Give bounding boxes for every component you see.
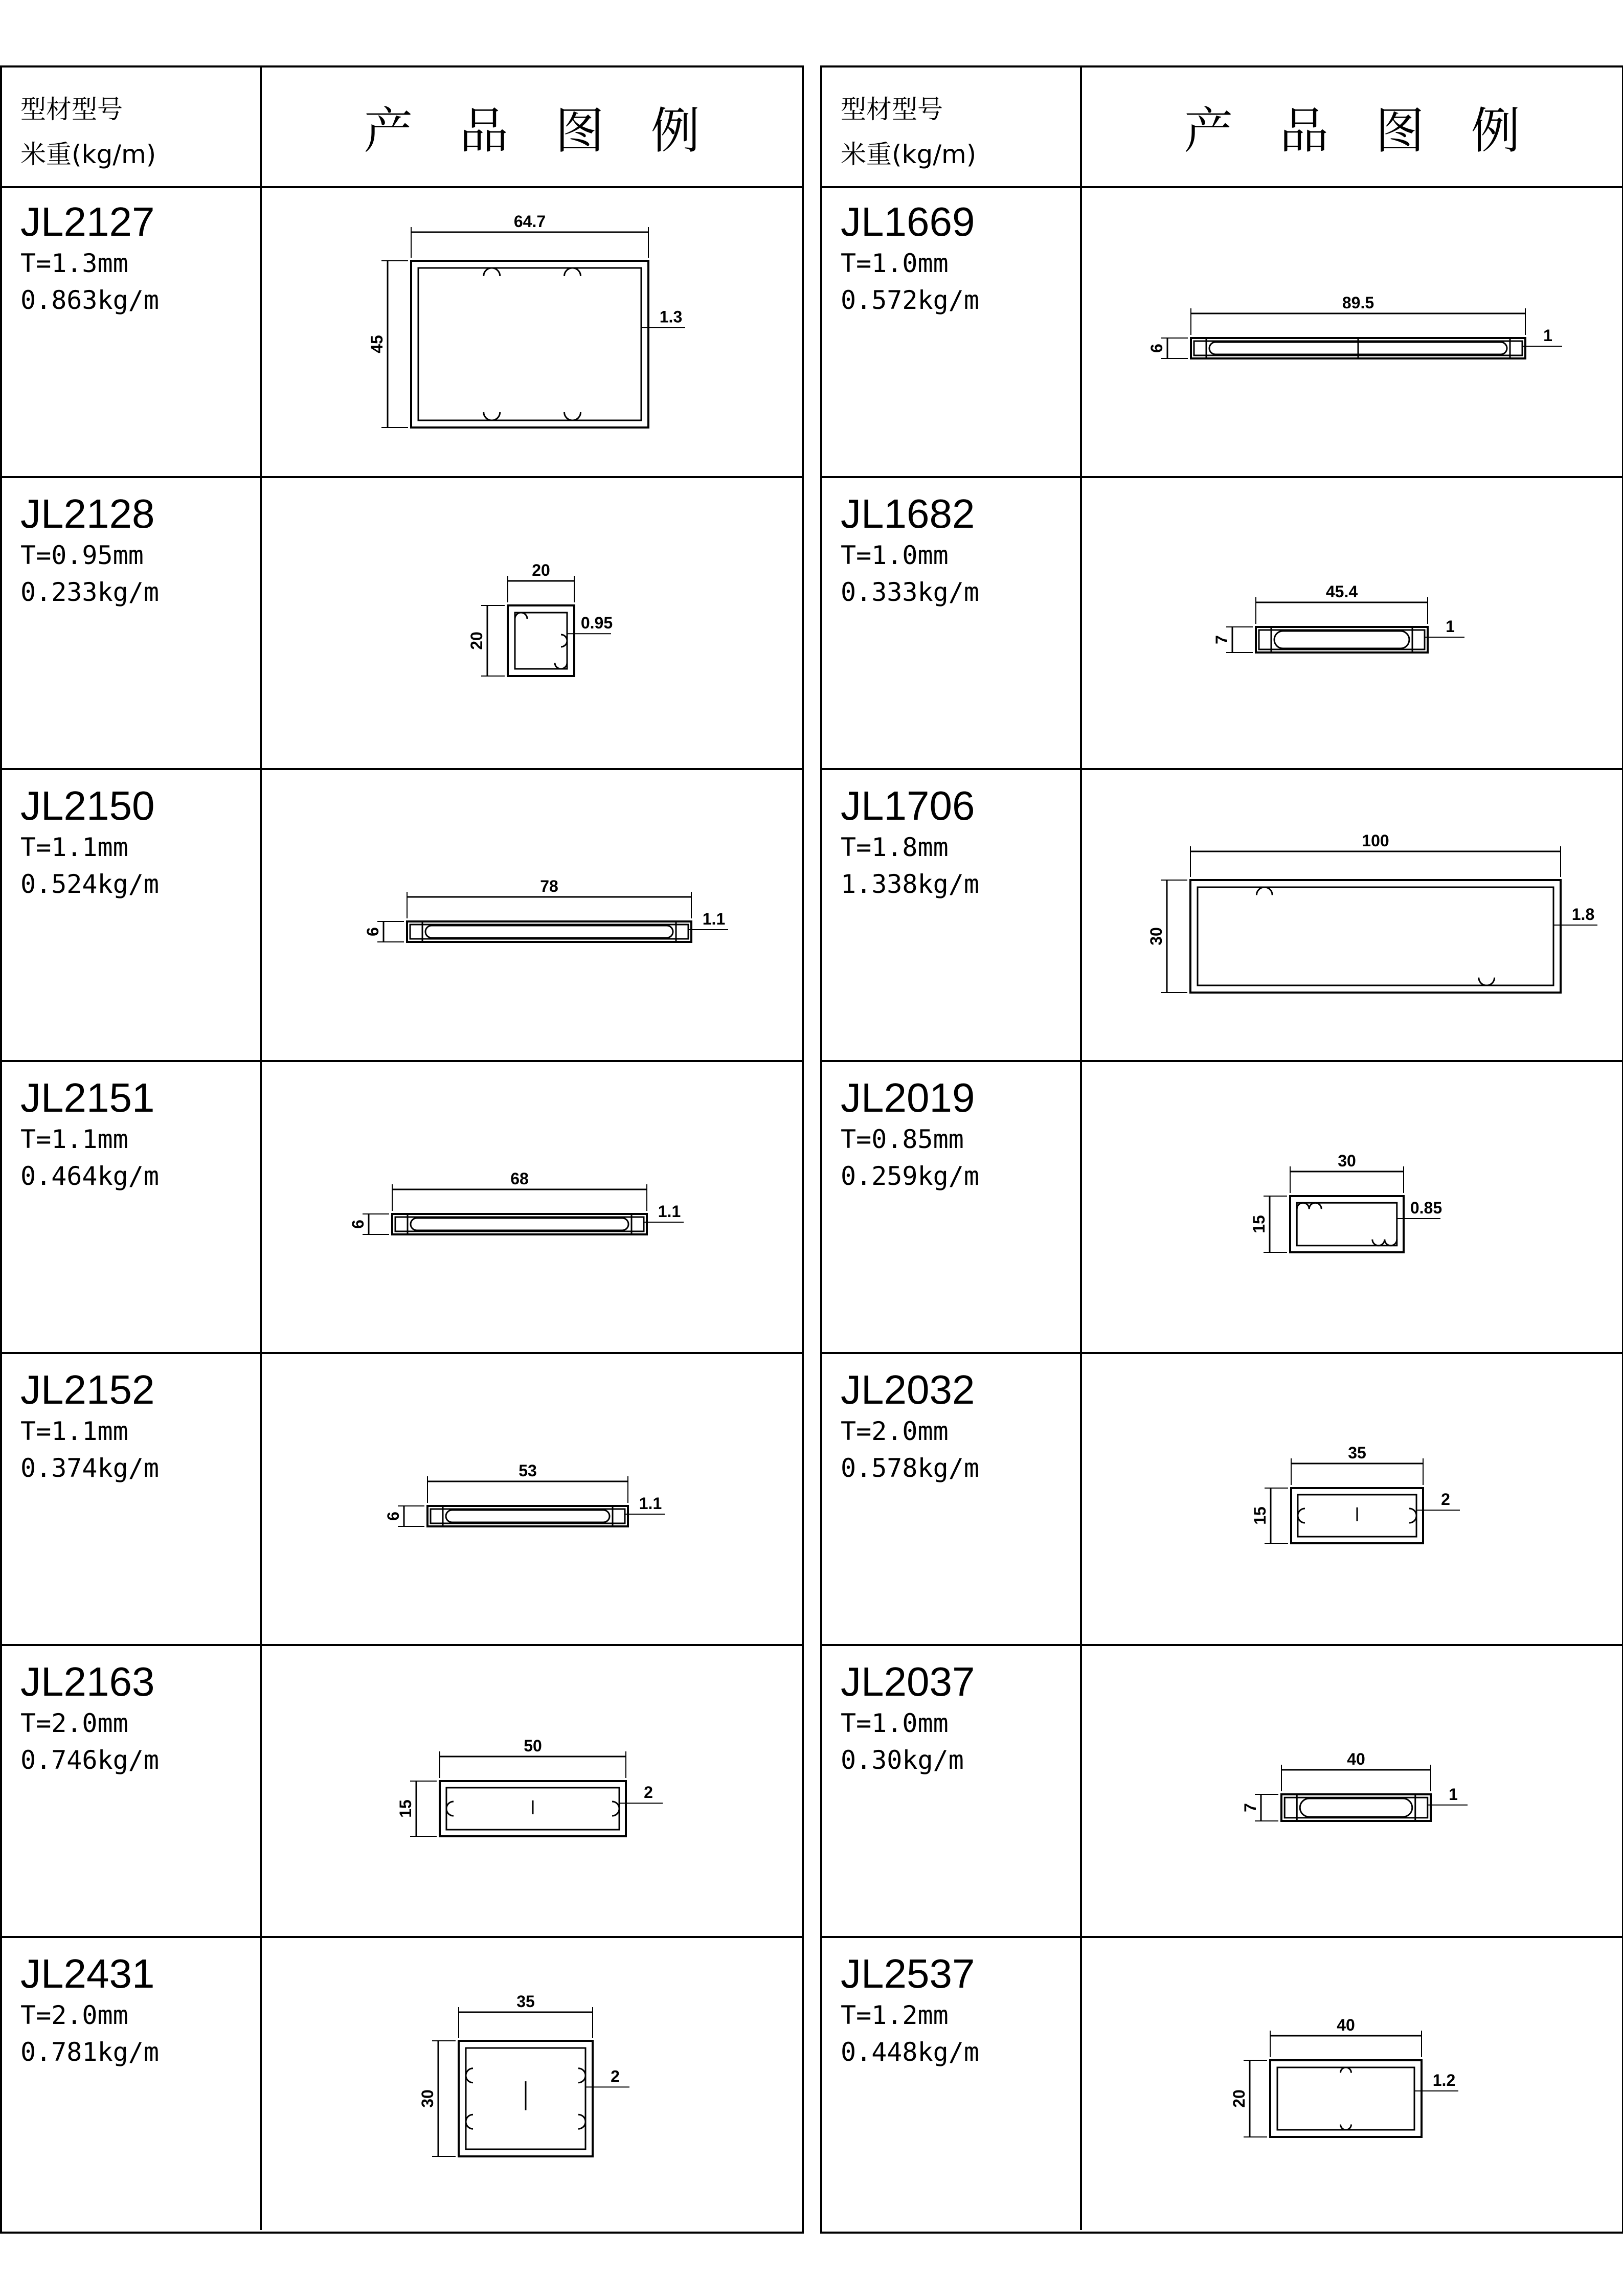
profile-row [822,1938,1622,2230]
model-number: JL2163 [20,1659,155,1704]
width-dimension-label: 64.7 [513,212,546,231]
weight-per-meter: 0.578kg/m [841,1453,979,1483]
profile-drawing-cell [1082,770,1622,1060]
weight-per-meter: 0.374kg/m [20,1453,159,1483]
width-dimension-label: 53 [519,1461,537,1480]
width-dimension-label: 30 [1338,1152,1356,1170]
weight-per-meter: 0.464kg/m [20,1161,159,1191]
profile-cross-section [1082,478,1622,768]
profile-info-cell [2,1354,262,1644]
wall-thickness-label: 1.8 [1571,905,1595,924]
screw-groove [1309,1203,1321,1209]
profile-row [822,1646,1622,1938]
profile-info-cell [2,186,262,476]
profile-inner-outline [431,1509,625,1523]
table-header [2,67,802,188]
profile-slot [446,1510,610,1522]
profile-inner-outline [395,1217,644,1231]
profile-cross-section [262,1646,802,1936]
screw-groove [612,1802,619,1816]
profile-cross-section [1082,770,1622,1060]
profile-row [2,770,802,1062]
spec-table-left [0,65,804,2234]
profile-cross-section [1082,1938,1622,2230]
profile-row [2,1646,802,1938]
width-dimension-label: 35 [1348,1444,1366,1462]
profile-row [2,186,802,478]
screw-groove [466,2114,473,2129]
profile-inner-outline [410,925,688,939]
model-number: JL2431 [20,1951,155,1996]
profile-row [822,1354,1622,1646]
screw-groove [565,268,581,276]
screw-groove [1256,887,1272,895]
wall-thickness-label: 1 [1446,617,1455,636]
width-dimension-label: 40 [1337,2016,1355,2034]
profile-info-cell [822,1354,1082,1644]
model-number: JL1669 [841,199,975,244]
wall-thickness-label: 2 [1441,1490,1450,1509]
screw-groove [1479,978,1495,985]
profile-row [2,1354,802,1646]
profile-cross-section [1082,186,1622,476]
header-label-cell [822,67,1082,186]
profile-cross-section [1082,1646,1622,1936]
model-number: JL2037 [841,1659,975,1704]
weight-per-meter: 0.524kg/m [20,869,159,899]
screw-groove [1385,1240,1397,1246]
spec-table-right [820,65,1623,2234]
table-header [822,67,1622,188]
height-dimension-label: 30 [1147,927,1165,946]
wall-thickness: T=1.0mm [841,249,949,278]
profile-info-cell [822,770,1082,1060]
model-number: JL2019 [841,1075,975,1120]
model-number: JL2150 [20,783,155,828]
profile-info-cell [2,770,262,1060]
height-dimension-label: 6 [364,927,382,936]
illustration-column-title: 产品图例 [364,102,747,160]
profile-drawing-cell [1082,478,1622,768]
width-dimension-label: 100 [1362,831,1389,850]
screw-groove [578,2114,585,2129]
weight-per-meter: 0.30kg/m [841,1745,964,1775]
model-number: JL1682 [841,491,975,536]
profile-info-cell [2,478,262,768]
profile-slot [411,1218,628,1230]
height-dimension-label: 45 [368,335,386,353]
profile-drawing-cell [1082,1646,1622,1936]
height-dimension-label: 6 [384,1512,402,1521]
profile-slot [1300,1798,1412,1817]
height-dimension-label: 6 [349,1220,367,1229]
wall-thickness: T=1.8mm [841,832,949,862]
weight-per-meter: 0.572kg/m [841,285,979,315]
wall-thickness-label: 1.3 [659,307,683,326]
wall-thickness: T=1.1mm [20,832,128,862]
weight-per-meter: 0.233kg/m [20,577,159,607]
profile-cross-section [1082,1354,1622,1644]
profile-outer-outline [1190,880,1561,993]
profile-inner-outline [1277,2067,1414,2130]
screw-groove [446,1802,454,1816]
profile-row [2,1062,802,1354]
screw-groove [555,663,567,669]
profile-inner-outline [1198,887,1553,985]
profile-info-cell [822,478,1082,768]
screw-groove [565,412,581,420]
width-dimension-label: 40 [1347,1750,1365,1768]
wall-thickness-label: 0.95 [580,614,613,633]
model-number: JL2128 [20,491,155,536]
profile-cross-section [262,478,802,768]
profile-outer-outline [1270,2060,1422,2137]
screw-groove [484,268,500,276]
screw-groove [1341,2067,1351,2073]
width-dimension-label: 50 [524,1737,542,1755]
width-dimension-label: 89.5 [1342,294,1374,312]
profile-info-cell [2,1938,262,2230]
profile-outer-outline [411,261,648,427]
model-column-label: 型材型号 [20,95,123,124]
profile-drawing-cell [262,1646,802,1936]
model-number: JL2537 [841,1951,975,1996]
wall-thickness-label: 1 [1449,1785,1458,1804]
profile-info-cell [822,1938,1082,2230]
weight-per-meter: 0.781kg/m [20,2037,159,2067]
profile-row [822,478,1622,770]
profile-row [2,478,802,770]
wall-thickness-label: 2 [611,2067,620,2086]
wall-thickness: T=0.85mm [841,1124,964,1154]
profile-drawing-cell [262,186,802,476]
screw-groove [578,2068,585,2083]
profile-info-cell [822,186,1082,476]
wall-thickness: T=2.0mm [20,1708,128,1738]
wall-thickness: T=1.1mm [20,1416,128,1446]
profile-drawing-cell [262,478,802,768]
screw-groove [466,2068,473,2083]
width-dimension-label: 78 [540,877,558,895]
model-number: JL2127 [20,199,155,244]
wall-thickness: T=2.0mm [20,2000,128,2030]
width-dimension-label: 45.4 [1325,582,1358,601]
height-dimension-label: 7 [1212,635,1231,644]
wall-thickness: T=1.1mm [20,1124,128,1154]
width-dimension-label: 20 [532,561,550,579]
weight-per-meter: 0.448kg/m [841,2037,979,2067]
profile-drawing-cell [262,770,802,1060]
profile-row [822,770,1622,1062]
profile-info-cell [2,1062,262,1352]
screw-groove [1409,1509,1416,1523]
model-number: JL2152 [20,1367,155,1412]
wall-thickness: T=1.2mm [841,2000,949,2030]
screw-groove [515,613,527,619]
screw-groove [1341,2125,1351,2130]
profile-drawing-cell [1082,1938,1622,2230]
wall-thickness: T=1.0mm [841,1708,949,1738]
height-dimension-label: 30 [418,2089,437,2108]
wall-thickness-label: 1.1 [658,1202,681,1221]
profile-cross-section [262,1938,802,2230]
profile-drawing-cell [262,1938,802,2230]
profile-row [822,1062,1622,1354]
profile-cross-section [1082,1062,1622,1352]
height-dimension-label: 15 [1251,1506,1269,1525]
profile-info-cell [822,1062,1082,1352]
profile-inner-outline [418,268,641,420]
profile-drawing-cell [1082,186,1622,476]
profile-info-cell [2,1646,262,1936]
wall-thickness: T=2.0mm [841,1416,949,1446]
wall-thickness: T=0.95mm [20,541,144,570]
weight-per-meter: 0.259kg/m [841,1161,979,1191]
weight-per-meter: 0.863kg/m [20,285,159,315]
profile-row [2,1938,802,2230]
profile-drawing-cell [1082,1354,1622,1644]
profile-drawing-cell [262,1062,802,1352]
wall-thickness: T=1.3mm [20,249,128,278]
weight-per-meter: 0.333kg/m [841,577,979,607]
model-number: JL2032 [841,1367,975,1412]
wall-thickness-label: 1.1 [639,1494,662,1513]
screw-groove [484,412,500,420]
profile-row [822,186,1622,478]
illustration-column-title: 产品图例 [1184,102,1567,160]
profile-info-cell [822,1646,1082,1936]
profile-slot [425,926,673,938]
profile-cross-section [262,1354,802,1644]
profile-inner-outline [1284,1797,1428,1818]
screw-groove [1298,1509,1305,1523]
weight-per-meter: 1.338kg/m [841,869,979,899]
model-number: JL2151 [20,1075,155,1120]
wall-thickness-label: 2 [644,1783,653,1802]
weight-column-label: 米重(kg/m) [841,140,977,169]
profile-slot [1274,631,1409,648]
profile-inner-outline [1259,630,1425,649]
profile-drawing-cell [1082,1062,1622,1352]
height-dimension-label: 20 [1230,2089,1248,2108]
weight-per-meter: 0.746kg/m [20,1745,159,1775]
profile-outer-outline [508,605,574,676]
weight-column-label: 米重(kg/m) [20,140,156,169]
header-label-cell [2,67,262,186]
screw-groove [1297,1203,1309,1209]
width-dimension-label: 68 [510,1169,529,1188]
screw-groove [1372,1240,1385,1246]
model-column-label: 型材型号 [841,95,943,124]
wall-thickness-label: 0.85 [1410,1199,1442,1217]
profile-drawing-cell [262,1354,802,1644]
model-number: JL1706 [841,783,975,828]
height-dimension-label: 15 [396,1799,415,1818]
height-dimension-label: 6 [1147,344,1166,353]
profile-cross-section [262,186,802,476]
profile-cross-section [262,770,802,1060]
width-dimension-label: 35 [516,1992,535,2011]
profile-inner-outline [1297,1203,1397,1246]
wall-thickness-label: 1.1 [702,910,726,928]
profile-inner-outline [515,613,567,669]
height-dimension-label: 7 [1241,1803,1259,1812]
height-dimension-label: 15 [1250,1215,1268,1233]
profile-cross-section [262,1062,802,1352]
height-dimension-label: 20 [467,632,486,650]
screw-groove [561,635,567,647]
wall-thickness: T=1.0mm [841,541,949,570]
wall-thickness-label: 1 [1543,326,1552,345]
wall-thickness-label: 1.2 [1432,2071,1456,2089]
